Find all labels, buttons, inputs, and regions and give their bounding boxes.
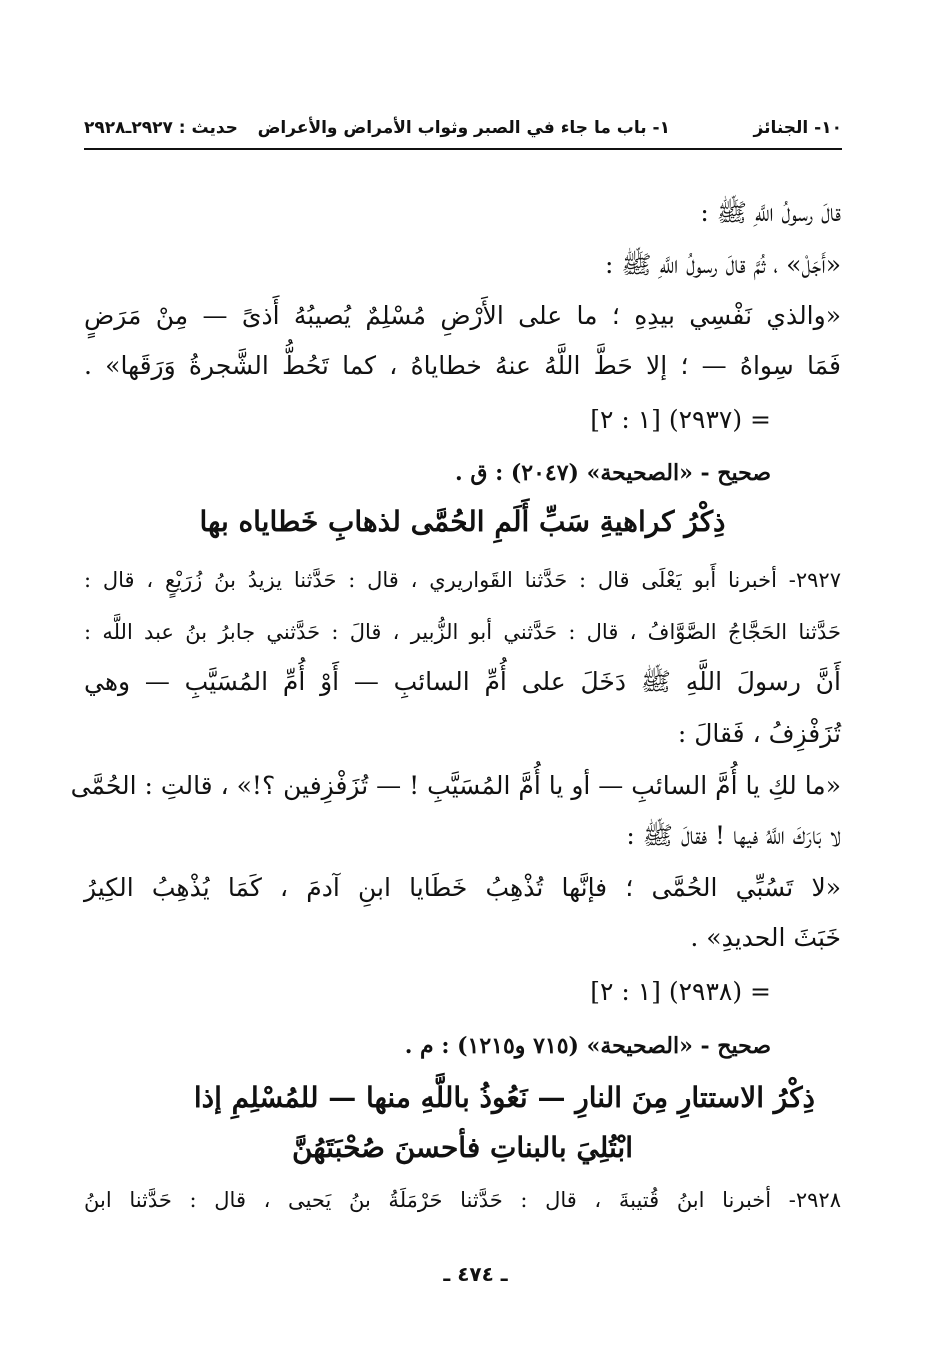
isnad-line: ٢٩٢٧- أخبرنا أَبو يَعْلَى قال : حَدَّثنا القَواريري ، قال : حَدَّثنا يزيدُ بنُ زُرَيْعٍ ، قال : [84, 568, 841, 592]
section-heading: ابْتُلِيَ بالبناتِ فأحسنَ صُحْبَتَهُنَّ [291, 1131, 633, 1164]
grading-note: صحيح - «الصحيحة» (٧١٥ و١٢١٥) : م . [404, 1033, 771, 1059]
isnad-line: حَدَّثنا الحَجَّاجُ الصَّوَّافُ ، قال : حَدَّثني أبو الزُّبير ، قالَ : حَدَّثني جابرُ بنُ عبد اللَّه : [84, 620, 841, 644]
section-title: ١- باب ما جاء في الصبر وثواب الأمراض والأعراض [257, 118, 670, 138]
header-divider [84, 148, 842, 150]
section-heading: ذِكْرُ الاستتارِ مِنَ النارِ — نَعُوذُ باللَّهِ منها — للمُسْلِمِ إذا [193, 1081, 815, 1114]
hadith-range: حديث : ٢٩٢٧ـ٢٩٢٨ [84, 118, 238, 138]
cross-reference: = (٢٩٣٨) [١ : ٢] [590, 977, 771, 1006]
text-line: أَنَّ رسولَ اللَّهِ ﷺ دَخَلَ على أُمِّ السائبِ — أَوْ أُمِّ المُسَيَّبِ — وهي [84, 667, 841, 696]
isnad-line: ٢٩٢٨- أخبرنا ابنُ قُتيبةَ ، قال : حَدَّثنا حَرْمَلَةُ بنُ يَحيى ، قال : حَدَّثنا ابنُ [84, 1188, 841, 1212]
text-line: لا بَارَكَ اللَّهُ فيها ! فقالَ ﷺ : [626, 821, 841, 850]
running-head [84, 112, 842, 146]
page-number: ـ ٤٧٤ ـ [443, 1262, 508, 1286]
section-heading: ذِكْرُ كراهيةِ سَبِّ أَلَمِ الحُمَّى لذهابِ خَطاياه بها [199, 505, 726, 538]
text-line: «والذي نَفْسِي بيدِهِ ؛ ما على الأَرْضِ مُسْلِمٌ يُصيبُهُ أَذىً — مِنْ مَرَضٍ [84, 301, 841, 330]
text-line: تُزَفْزِفُ ، فَقالَ : [677, 719, 841, 748]
cross-reference: = (٢٩٣٧) [١ : ٢] [590, 405, 771, 434]
text-line: فَمَا سِواهُ — ؛ إلا حَطَّ اللَّهُ عنهُ خطاياهُ ، كما تَحُطُّ الشَّجرةُ وَرَقَها» . [84, 351, 841, 380]
text-line: «لا تَسُبِّي الحُمَّى ؛ فإنَّها تُذْهِبُ خَطَايا ابنِ آدمَ ، كَمَا يُذْهِبُ الكِيرُ [84, 873, 841, 902]
text-line: «ما لكِ يا أُمَّ السائبِ — أو يا أُمَّ المُسَيَّبِ ! — تُزَفْزِفين ؟!» ، قالتِ : الحُمَّى [70, 771, 841, 800]
chapter-title: ١٠- الجنائز [753, 118, 842, 138]
text-line: «أَجَلْ» ، ثُمَّ قالَ رسولُ اللَّهِ ﷺ : [604, 250, 841, 279]
grading-note: صحيح - «الصحيحة» (٢٠٤٧) : ق . [455, 460, 771, 486]
text-line: خَبَثَ الحديدِ» . [690, 923, 841, 952]
text-line: قالَ رسولُ اللَّهِ ﷺ : [700, 198, 841, 227]
